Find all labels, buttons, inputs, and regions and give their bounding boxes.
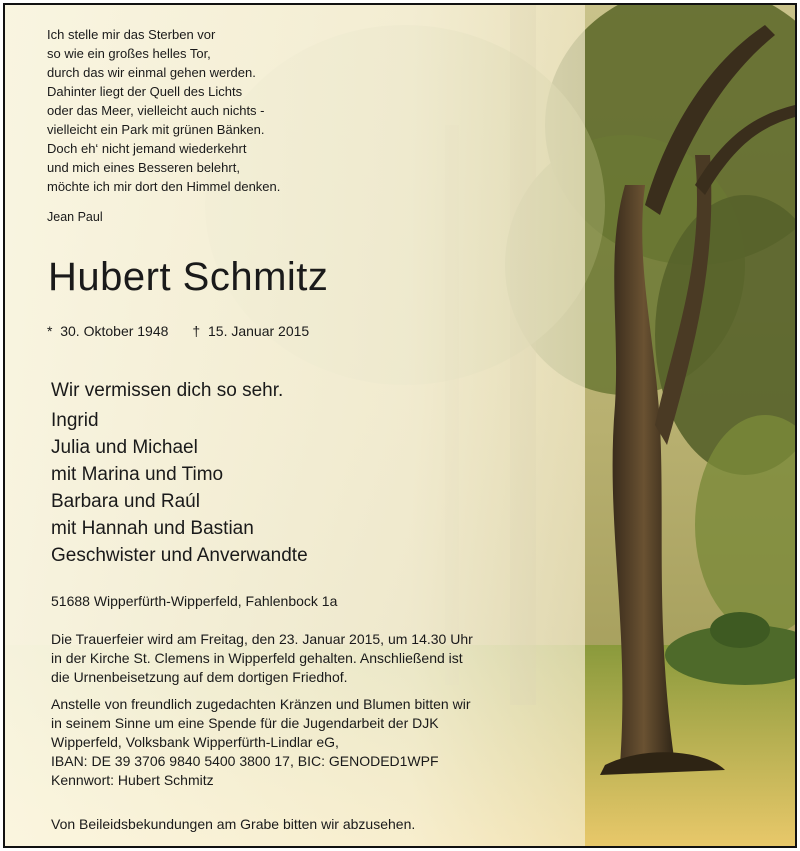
poem-line: Dahinter liegt der Quell des Lichts: [47, 84, 243, 99]
birth-date: 30. Oktober 1948: [60, 323, 169, 339]
poem-line: durch das wir einmal gehen werden.: [47, 65, 256, 80]
poem-line: oder das Meer, vielleicht auch nichts -: [47, 103, 265, 118]
funeral-line: die Urnenbeisetzung auf dem dortigen Friedhof.: [51, 669, 348, 685]
notice-text: [5, 5, 795, 846]
donation-line: Kennwort: Hubert Schmitz: [51, 772, 214, 788]
life-dates: [47, 323, 309, 339]
poem-line: vielleicht ein Park mit grünen Bänken.: [47, 122, 265, 137]
funeral-line: in der Kirche St. Clemens in Wipperfeld gehalten. Anschließend ist: [51, 650, 463, 666]
family-list: [51, 377, 308, 569]
family-member: Ingrid: [51, 410, 99, 431]
closing-note: Von Beileidsbekundungen am Grabe bitten wir abzusehen.: [51, 816, 416, 832]
family-member: mit Marina und Timo: [51, 464, 224, 485]
poem-author: Jean Paul: [47, 210, 103, 224]
poem-line: Ich stelle mir das Sterben vor: [47, 27, 216, 42]
poem-line: und mich eines Besseren belehrt,: [47, 160, 240, 175]
poem-line: Doch eh‘ nicht jemand wiederkehrt: [47, 141, 247, 156]
family-member: Barbara und Raúl: [51, 491, 200, 512]
donation-line: Anstelle von freundlich zugedachten Kränzen und Blumen bitten wir: [51, 696, 471, 712]
family-member: Julia und Michael: [51, 437, 198, 458]
family-member: Geschwister und Anverwandte: [51, 545, 308, 566]
death-notice: [3, 3, 797, 848]
donation-line: in seinem Sinne um eine Spende für die Jugendarbeit der DJK: [51, 715, 439, 731]
birth-symbol: *: [47, 323, 53, 339]
death-symbol: †: [192, 323, 201, 339]
deceased-name: Hubert Schmitz: [48, 255, 329, 299]
funeral-line: Die Trauerfeier wird am Freitag, den 23. Januar 2015, um 14.30 Uhr: [51, 631, 473, 647]
death-date: 15. Januar 2015: [208, 323, 310, 339]
donation-info: [51, 695, 551, 790]
poem: [47, 25, 280, 196]
donation-line: Wipperfeld, Volksbank Wipperfürth-Lindlar eG,: [51, 734, 339, 750]
funeral-info: [51, 630, 551, 687]
poem-line: möchte ich mir dort den Himmel denken.: [47, 179, 281, 194]
family-lead: Wir vermissen dich so sehr.: [51, 380, 284, 401]
donation-line: IBAN: DE 39 3706 9840 5400 3800 17, BIC: GENODED1WPF: [51, 753, 439, 769]
address: 51688 Wipperfürth-Wipperfeld, Fahlenbock 1a: [51, 593, 338, 609]
poem-line: so wie ein großes helles Tor,: [47, 46, 211, 61]
family-member: mit Hannah und Bastian: [51, 518, 254, 539]
